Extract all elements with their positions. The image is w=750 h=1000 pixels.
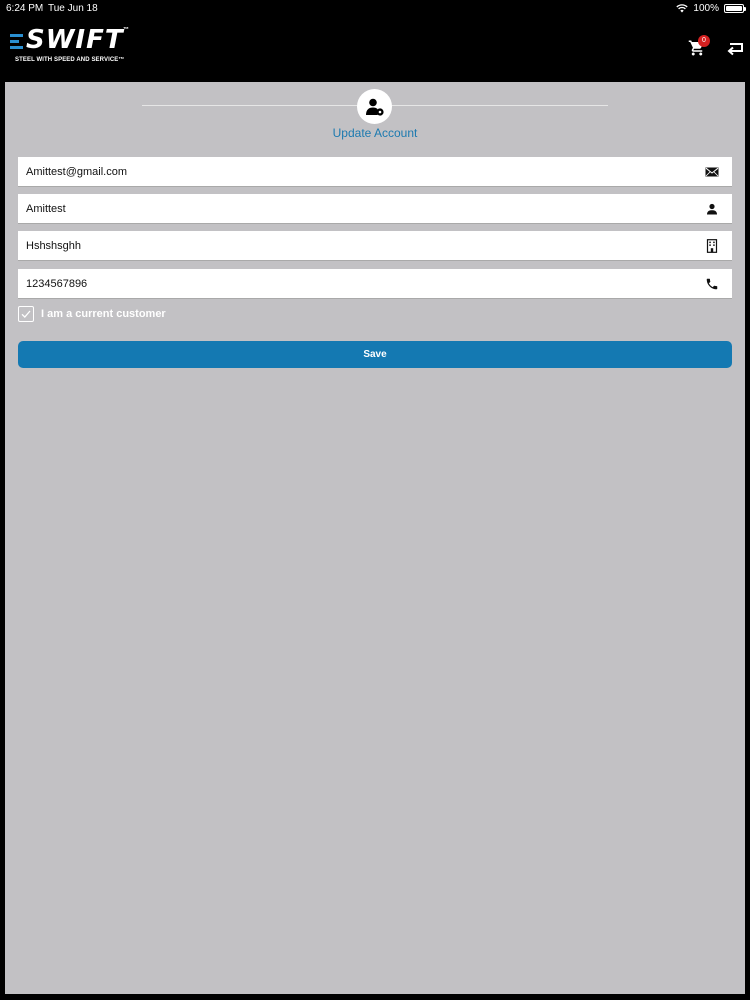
update-account-panel [5,82,745,994]
mail-icon [705,165,719,179]
page-title: Update Account [332,126,418,140]
building-icon [705,239,719,253]
phone-field[interactable] [18,269,732,299]
name-input[interactable] [18,194,688,223]
save-button[interactable]: Save [18,341,732,368]
app-header [0,17,750,77]
status-date: Tue Jun 18 [48,3,98,14]
back-button[interactable] [726,39,746,57]
cart-button[interactable] [688,39,710,57]
cart-count-badge: 0 [698,35,710,47]
status-bar [0,0,750,17]
phone-input[interactable] [18,269,688,298]
person-icon [705,202,719,216]
logo-trademark: ™ [123,27,129,33]
status-time: 6:24 PM [6,3,44,14]
user-settings-icon [365,97,385,117]
logo-tagline: STEEL WITH SPEED AND SERVICE™ [15,57,125,63]
battery-icon [724,4,744,13]
back-icon [726,39,744,57]
email-input[interactable] [18,157,688,186]
battery-percent: 100% [693,3,719,14]
current-customer-label: I am a current customer [41,308,166,320]
account-avatar [357,89,392,124]
logo-text: SWIFT [26,25,124,55]
email-field[interactable] [18,157,732,187]
swift-logo [10,25,135,69]
wifi-icon [676,4,688,13]
current-customer-checkbox[interactable] [18,306,34,322]
company-field[interactable] [18,231,732,261]
phone-icon [705,277,719,291]
check-icon [19,307,33,321]
name-field[interactable] [18,194,732,224]
company-input[interactable] [18,231,688,260]
status-indicators [676,3,744,14]
